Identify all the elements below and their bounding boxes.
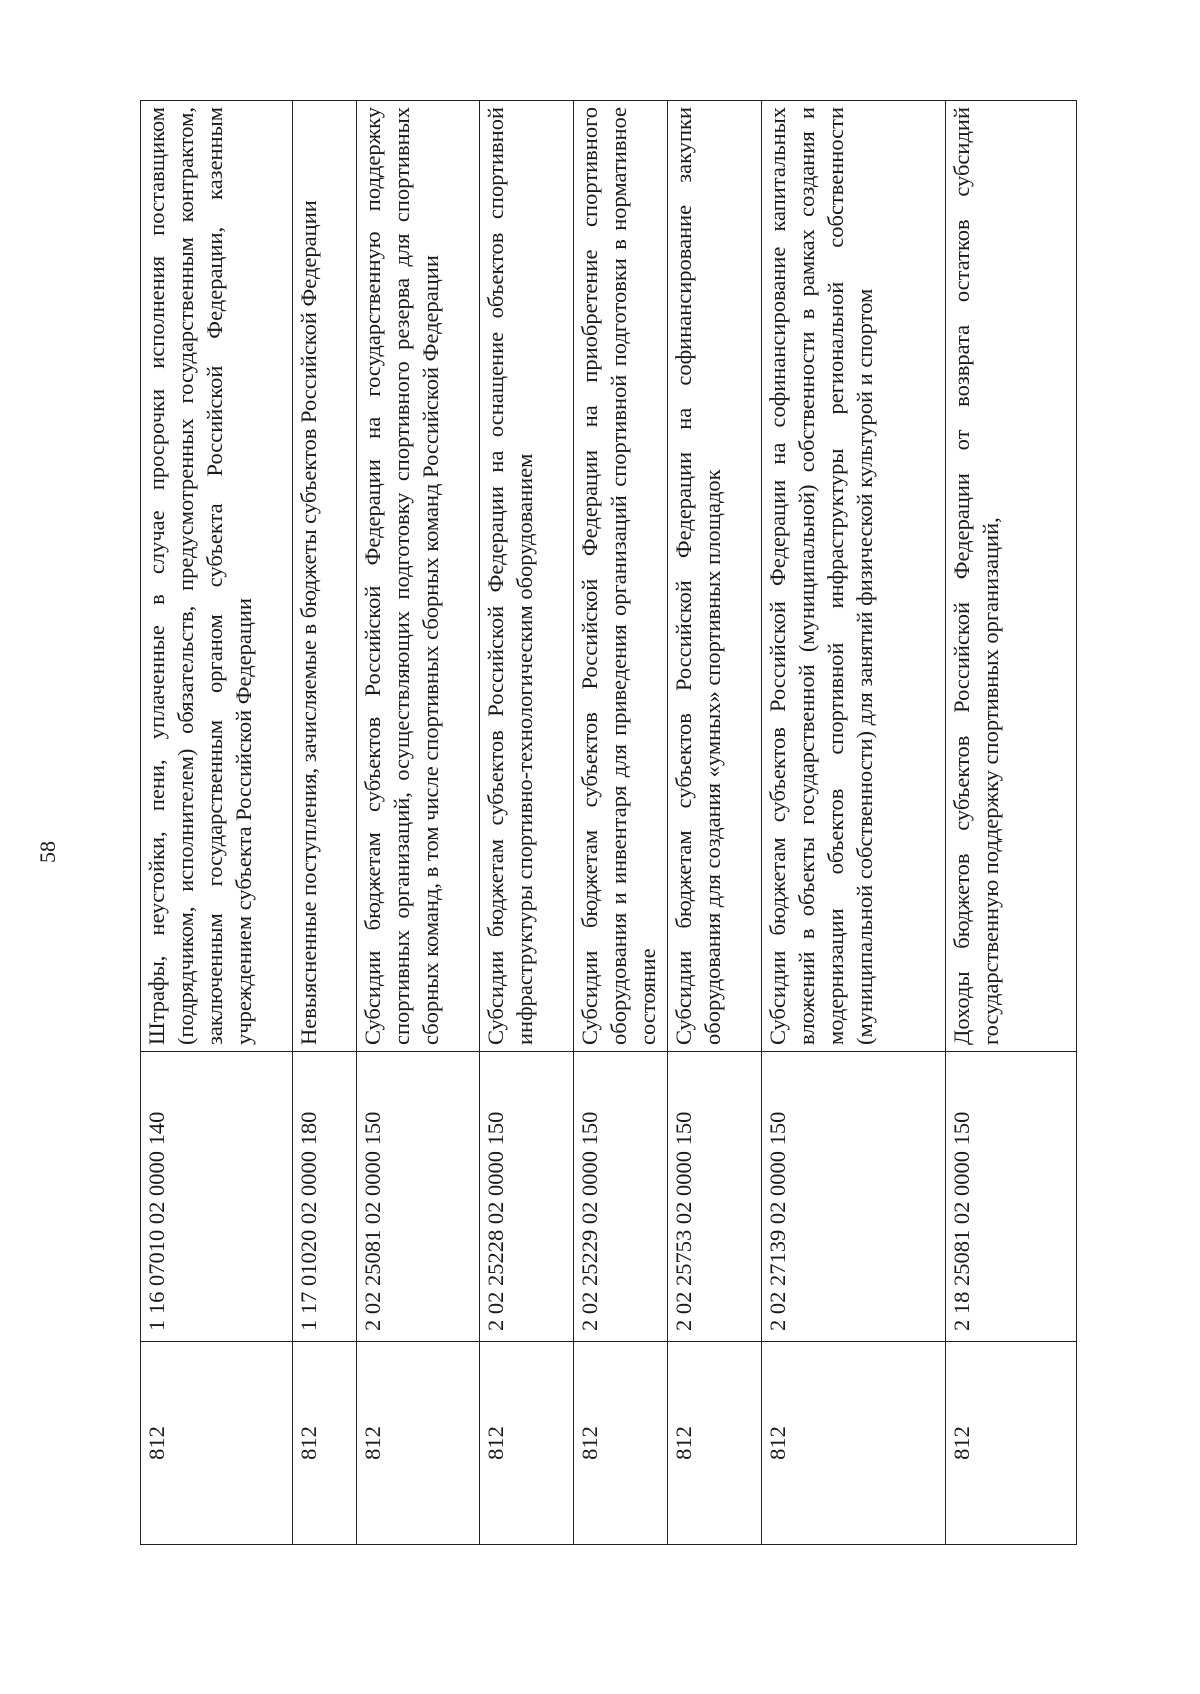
admin-code-cell: 812 [762,1342,946,1545]
description-cell: Субсидии бюджетам субъектов Российской Федерации на софинансирование капитальных вложений в объекты государственной (муниципальной) собственности в рамках создания и модернизации объектов спортивной инфраструктуры региональной собственности (муниципальной собственности) для занятий физической культурой и спортом [762,101,946,1052]
description-cell: Доходы бюджетов субъектов Российской Федерации от возврата остатков субсидий государственную поддержку спортивных организаций, [946,101,1077,1052]
table-row [480,101,574,1545]
table-row [574,101,668,1545]
kbk-code-cell: 1 17 01020 02 0000 180 [293,1052,357,1342]
kbk-code-cell: 2 02 27139 02 0000 150 [762,1052,946,1342]
table-row [357,101,480,1545]
description-cell: Субсидии бюджетам субъектов Российской Федерации на приобретение спортивного оборудования и инвентаря для приведения организаций спортивной подготовки в нормативное состояние [574,101,668,1052]
table-row [668,101,762,1545]
admin-code-cell: 812 [946,1342,1077,1545]
page-number: 58 [35,841,60,863]
description-cell: Субсидии бюджетам субъектов Российской Федерации на оснащение объектов спортивной инфраструктуры спортивно-технологическим оборудованием [480,101,574,1052]
description-cell: Невыясненные поступления, зачисляемые в бюджеты субъектов Российской Федерации [293,101,357,1052]
kbk-code-cell: 2 02 25081 02 0000 150 [357,1052,480,1342]
description-cell: Субсидии бюджетам субъектов Российской Федерации на софинансирование закупки оборудования для создания «умных» спортивных площадок [668,101,762,1052]
admin-code-cell: 812 [141,1342,293,1545]
admin-code-cell: 812 [668,1342,762,1545]
kbk-code-cell: 1 16 07010 02 0000 140 [141,1052,293,1342]
admin-code-cell: 812 [357,1342,480,1545]
table-row [762,101,946,1545]
kbk-code-cell: 2 18 25081 02 0000 150 [946,1052,1077,1342]
rotated-table-container [140,100,1077,1545]
description-cell: Штрафы, неустойки, пени, уплаченные в случае просрочки исполнения поставщиком (подрядчиком, исполнителем) обязательств, предусмотренных государственным контрактом, заключенным государственным органом субъекта Российской Федерации, казенным учреждением субъекта Российской Федерации [141,101,293,1052]
description-cell: Субсидии бюджетам субъектов Российской Федерации на государственную поддержку спортивных организаций, осуществляющих подготовку спортивного резерва для спортивных сборных команд, в том числе спортивных сборных команд Российской Федерации [357,101,480,1052]
admin-code-cell: 812 [293,1342,357,1545]
table-row [141,101,293,1545]
table-row [946,101,1077,1545]
kbk-code-cell: 2 02 25753 02 0000 150 [668,1052,762,1342]
table-row [293,101,357,1545]
admin-code-cell: 812 [480,1342,574,1545]
kbk-code-cell: 2 02 25228 02 0000 150 [480,1052,574,1342]
kbk-code-cell: 2 02 25229 02 0000 150 [574,1052,668,1342]
revenue-codes-table [140,100,1077,1545]
admin-code-cell: 812 [574,1342,668,1545]
